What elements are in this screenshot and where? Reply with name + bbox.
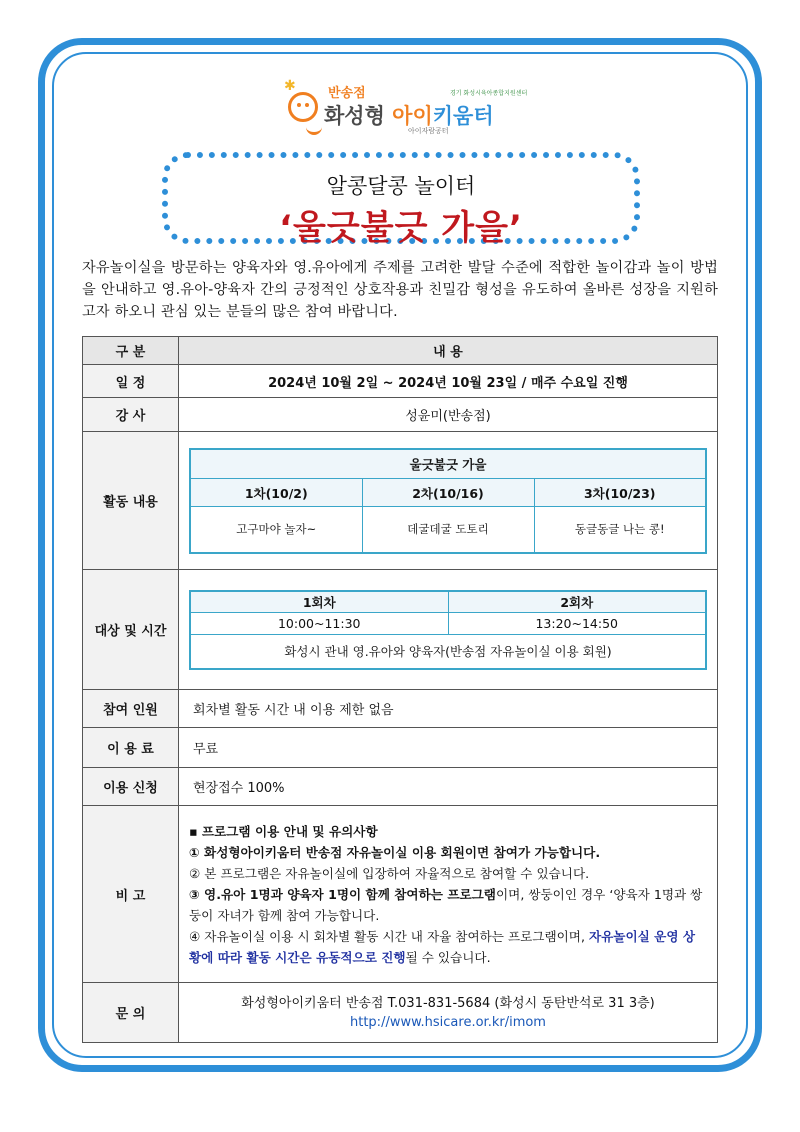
- target-row: [83, 570, 718, 690]
- title-box: [162, 152, 640, 248]
- logo-org: 경기 화성시육아종합지원센터: [450, 90, 528, 97]
- schedule-value: 2024년 10월 2일 ~ 2024년 10월 23일 / 매주 수요일 진행: [179, 365, 718, 398]
- session-name: 데굴데굴 도토리: [362, 507, 534, 553]
- apply-value: 현장접수 100%: [179, 768, 718, 806]
- table-header-row: [83, 337, 718, 365]
- note-2: ② 본 프로그램은 자유놀이실에 입장하여 자율적으로 참여할 수 있습니다.: [189, 865, 590, 881]
- logo-sub: 아이자람공터: [408, 127, 449, 135]
- apply-label: 이용 신청: [83, 768, 179, 806]
- capacity-value: 회차별 활동 시간 내 이용 제한 없음: [179, 690, 718, 728]
- notes-heading: ▪ 프로그램 이용 안내 및 유의사항: [189, 823, 378, 839]
- target-label: 대상 및 시간: [83, 570, 179, 690]
- smile-face-icon: [288, 92, 318, 122]
- apply-row: [83, 768, 718, 806]
- time-round: 1회차: [190, 591, 448, 613]
- intro-text: 자유놀이실을 방문하는 양육자와 영.유아에게 주제를 고려한 발달 수준에 적합한 놀이감과 놀이 방법을 안내하고 영.유아-양육자 간의 긍정적인 상호작용과 친밀감 형성을 유도하여 올바른 성장을 지원하고자 하오니 관심 있는 분들의 많은 참여 바랍니다.: [82, 260, 718, 320]
- session-round: 1차(10/2): [190, 479, 362, 507]
- activity-title: 울긋불긋 가을: [190, 449, 706, 479]
- header-content: 내 용: [179, 337, 718, 365]
- capacity-row: [83, 690, 718, 728]
- time-value: 13:20~14:50: [448, 613, 706, 635]
- activity-label: 활동 내용: [83, 432, 179, 570]
- instructor-row: [83, 398, 718, 432]
- capacity-label: 참여 인원: [83, 690, 179, 728]
- instructor-label: 강 사: [83, 398, 179, 432]
- header-label: 구 분: [83, 337, 179, 365]
- time-value: 10:00~11:30: [190, 613, 448, 635]
- contact-row: [83, 983, 718, 1043]
- note-4: ④ 자유놀이실 이용 시 회차별 활동 시간 내 자율 참여하는 프로그램이며, 자유놀이실 운영 상황에 따라 활동 시간은 유동적으로 진행될 수 있습니다.: [189, 928, 696, 965]
- fee-value: 무료: [179, 728, 718, 768]
- session-name: 고구마야 놀자~: [190, 507, 362, 553]
- schedule-label: 일 정: [83, 365, 179, 398]
- title-subtitle: 알콩달콩 놀이터: [326, 174, 476, 198]
- contact-cell: [179, 983, 718, 1043]
- contact-label: 문 의: [83, 983, 179, 1043]
- notes-cell: [179, 806, 718, 983]
- note-1: ① 화성형아이키움터 반송점 자유놀이실 이용 회원이면 참여가 가능합니다.: [189, 844, 601, 860]
- program-table: [82, 336, 718, 1043]
- schedule-row: [83, 365, 718, 398]
- activity-row: [83, 432, 718, 570]
- title-main: ‘울긋불긋 가을’: [279, 208, 523, 248]
- logo: [280, 78, 530, 138]
- session-name: 동글동글 나는 콩!: [534, 507, 706, 553]
- notes-row: [83, 806, 718, 983]
- time-table: [189, 590, 707, 670]
- target-value: 화성시 관내 영.유아와 양육자(반송점 자유놀이실 이용 회원): [190, 635, 706, 669]
- session-round: 3차(10/23): [534, 479, 706, 507]
- contact-value: 화성형아이키움터 반송점 T.031-831-5684 (화성시 동탄반석로 31 3층): [241, 995, 655, 1011]
- target-cell: [179, 570, 718, 690]
- fee-row: [83, 728, 718, 768]
- contact-url-link[interactable]: http://www.hsicare.or.kr/imom: [350, 1014, 546, 1030]
- time-round: 2회차: [448, 591, 706, 613]
- session-round: 2차(10/16): [362, 479, 534, 507]
- note-3: ③ 영.유아 1명과 양육자 1명이 함께 참여하는 프로그램이며, 쌍둥이인 경우 ‘양육자 1명과 쌍둥이 자녀가 함께 참여 가능합니다.: [189, 886, 703, 923]
- notes-label: 비 고: [83, 806, 179, 983]
- logo-name: 화성형 아이키움터: [324, 104, 494, 128]
- logo-branch: 반송점: [328, 86, 366, 101]
- fee-label: 이 용 료: [83, 728, 179, 768]
- activity-cell: [179, 432, 718, 570]
- star-icon: ✱: [284, 78, 296, 94]
- activity-table: [189, 448, 707, 554]
- instructor-value: 성윤미(반송점): [179, 398, 718, 432]
